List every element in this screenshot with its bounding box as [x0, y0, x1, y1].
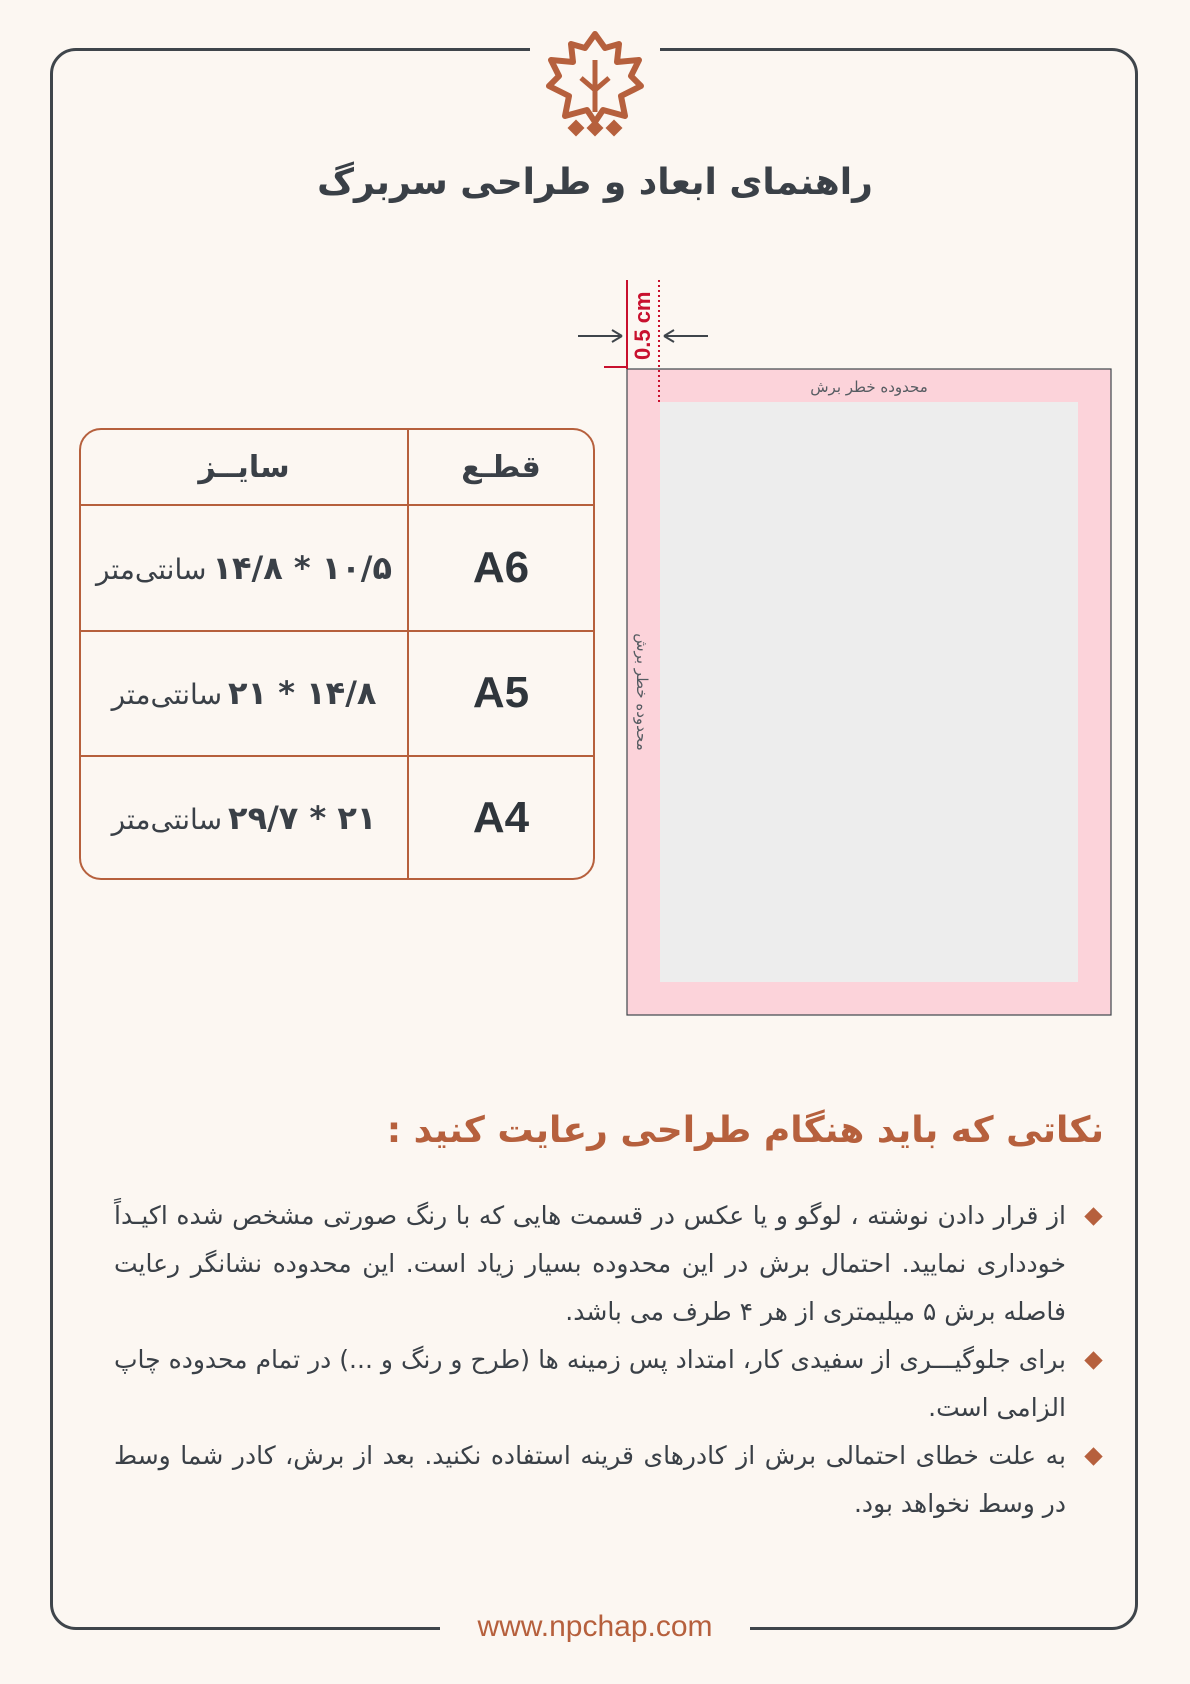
diamond-bullet-icon — [1084, 1207, 1102, 1225]
bleed-diagram — [560, 272, 1120, 1022]
note-text: برای جلوگیـــری از سفیدی کار، امتداد پس زمینه ها (طرح و رنگ و ...) در تمام محدوده چاپ الزامی است. — [114, 1345, 1066, 1422]
size-cell — [81, 757, 407, 878]
size-cell — [81, 632, 407, 758]
table-row — [81, 506, 593, 632]
format-cell: A5 — [407, 632, 593, 758]
cut-zone-label-top: محدوده خطر برش — [810, 378, 928, 396]
header-size: سایــز — [81, 430, 407, 506]
size-unit: سانتی‌متر — [111, 678, 223, 712]
list-item — [114, 1336, 1104, 1432]
size-cell — [81, 506, 407, 632]
table-header-row — [81, 430, 593, 506]
size-unit: سانتی‌متر — [95, 552, 207, 586]
header-format: قطـع — [407, 430, 593, 506]
paper-size-table — [79, 428, 595, 880]
note-text: به علت خطای احتمالی برش از کادرهای قرینه استفاده نکنید. بعد از برش، کادر شما وسط در وسط نخواهد بود. — [114, 1441, 1066, 1518]
maple-leaf-logo-icon — [545, 30, 645, 140]
website-link[interactable]: www.npchap.com — [477, 1610, 713, 1643]
notes-title: نکاتی که باید هنگام طراحی رعایت کنید : — [386, 1110, 1104, 1151]
format-cell: A6 — [407, 506, 593, 632]
size-value: ۱۰/۵ * ۱۴/۸ — [212, 548, 393, 587]
list-item — [114, 1432, 1104, 1528]
size-unit: سانتی‌متر — [111, 802, 223, 836]
bleed-size-label: 0.5 cm — [630, 291, 655, 360]
size-value: ۱۴/۸ * ۲۱ — [228, 674, 377, 713]
table-row — [81, 632, 593, 758]
format-cell: A4 — [407, 757, 593, 878]
note-text: از قرار دادن نوشته ، لوگو و یا عکس در قسمت هایی که با رنگ صورتی مشخص شده اکیـداً خودداری نمایید. احتمال برش در این محدوده بسیار زیاد است. این محدوده نشانگر رعایت فاصله برش ۵ میلیمتری از هر ۴ طرف می باشد. — [114, 1201, 1066, 1326]
size-value: ۲۱ * ۲۹/۷ — [228, 798, 377, 837]
diamond-bullet-icon — [1084, 1447, 1102, 1465]
table-row — [81, 757, 593, 878]
safe-zone — [660, 402, 1078, 982]
diamond-bullet-icon — [1084, 1351, 1102, 1369]
list-item — [114, 1192, 1104, 1336]
cut-zone-label-side: محدوده خطر برش — [633, 633, 651, 751]
page-title: راهنمای ابعاد و طراحی سربرگ — [317, 162, 873, 203]
notes-list — [114, 1192, 1104, 1528]
